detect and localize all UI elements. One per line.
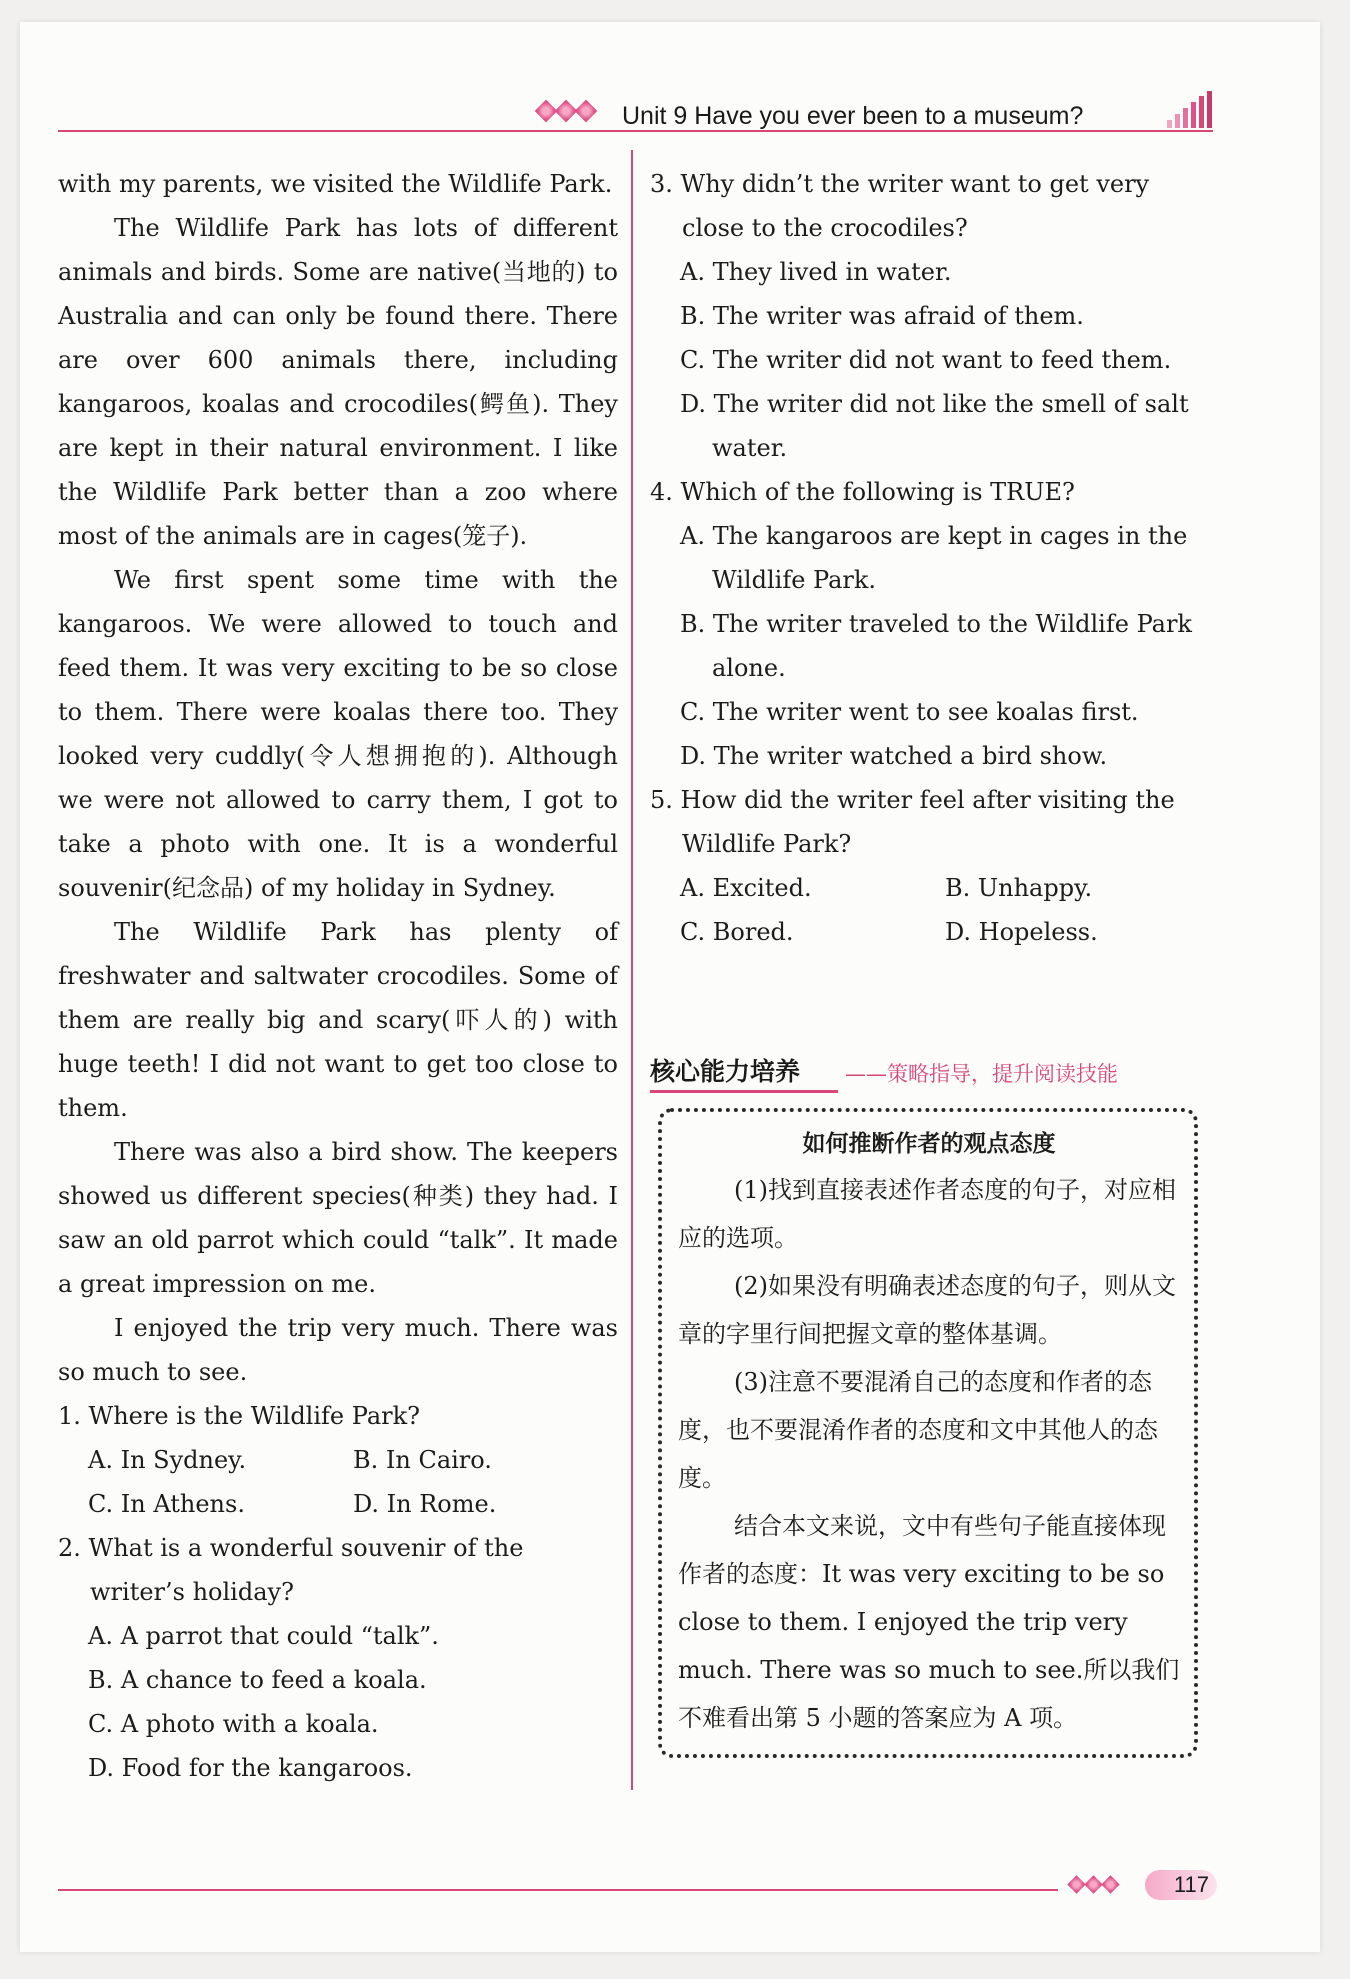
answer-option[interactable]: C. In Athens. [88,1490,245,1518]
passage-paragraph: The Wildlife Park has lots of different animals and birds. Some are native(当地的) to Australia and can only be found there. There are over 600 animals there, including kangaroos, koalas and crocodiles(鳄鱼). They are kept in their natural environment. I like the Wildlife Park better than a zoo where most of the animals are in cages(笼子). [58,214,618,550]
answer-option[interactable]: B. The writer was afraid of them. [680,302,1084,330]
passage-paragraph: There was also a bird show. The keepers showed us different species(种类) they had. I saw an old parrot which could “talk”. It made a great impression on me. [58,1138,618,1298]
left-column [58,162,618,1790]
question-stem: 1. Where is the Wildlife Park? [58,1402,421,1430]
right-column [650,162,1210,954]
option-row [58,1438,618,1482]
passage-paragraph: We first spent some time with the kangaroos. We were allowed to touch and feed them. It was very exciting to be so close to them. There were koalas there too. They looked very cuddly(令人想拥抱的). Although we were not allowed to carry them, I got to take a photo with one. It is a wonderful souvenir(纪念品) of my holiday in Sydney. [58,566,618,902]
passage-paragraph: The Wildlife Park has plenty of freshwater and saltwater crocodiles. Some of them are really big and scary(吓人的) with huge teeth! I did not want to get too close to them. [58,918,618,1122]
answer-option[interactable]: C. The writer did not want to feed them. [680,346,1172,374]
passage-paragraph: I enjoyed the trip very much. There was so much to see. [58,1314,618,1386]
answer-option[interactable]: B. The writer traveled to the Wildlife Park alone. [680,610,1192,682]
answer-option[interactable]: D. The writer watched a bird show. [680,742,1108,770]
footer-rule [58,1889,1058,1891]
tips-paragraph: (1)找到直接表述作者态度的句子，对应相应的选项。 [678,1176,1176,1252]
passage-paragraph: with my parents, we visited the Wildlife Park. [58,170,613,198]
answer-option[interactable]: D. Hopeless. [945,918,1098,946]
option-row [650,910,1210,954]
answer-option[interactable]: C. Bored. [680,918,794,946]
answer-option[interactable]: B. A chance to feed a koala. [88,1666,427,1694]
question-stem: 4. Which of the following is TRUE? [650,478,1075,506]
option-row [650,866,1210,910]
question-stem: 2. What is a wonderful souvenir of the writer’s holiday? [58,1534,524,1606]
answer-option[interactable]: C. The writer went to see koalas first. [680,698,1139,726]
answer-option[interactable]: A. A parrot that could “talk”. [88,1622,439,1650]
header-rule [58,130,1213,132]
signal-bars-icon [1165,90,1215,130]
answer-option[interactable]: D. Food for the kangaroos. [88,1754,413,1782]
page-number: 117 [1145,1870,1217,1900]
answer-option[interactable]: A. Excited. [680,874,812,902]
answer-option[interactable]: D. The writer did not like the smell of salt water. [680,390,1189,462]
strategy-tips-box [658,1108,1198,1758]
answer-option[interactable]: A. In Sydney. [88,1446,247,1474]
section-heading [650,1052,1225,1096]
section-title: 核心能力培养 [650,1057,801,1086]
question-stem: 3. Why didn’t the writer want to get very close to the crocodiles? [650,170,1150,242]
answer-option[interactable]: D. In Rome. [353,1490,497,1518]
tips-paragraph: (2)如果没有明确表述态度的句子，则从文章的字里行间把握文章的整体基调。 [678,1272,1176,1348]
column-divider [631,150,633,1790]
section-subtitle: ——策略指导，提升阅读技能 [845,1062,1118,1086]
header-diamond-icon [538,96,608,126]
answer-option[interactable]: A. They lived in water. [680,258,952,286]
unit-title: Unit 9 Have you ever been to a museum? [622,102,1084,130]
answer-option[interactable]: A. The kangaroos are kept in cages in the Wildlife Park. [680,522,1188,594]
answer-option[interactable]: B. Unhappy. [945,874,1093,902]
answer-option[interactable]: B. In Cairo. [353,1446,492,1474]
tips-paragraph: (3)注意不要混淆自己的态度和作者的态度，也不要混淆作者的态度和文中其他人的态度。 [678,1368,1158,1492]
question-stem: 5. How did the writer feel after visiting the Wildlife Park? [650,786,1175,858]
tips-paragraph: 结合本文来说，文中有些句子能直接体现作者的态度：It was very exciting to be so close to them. I enjoyed the trip very much. There was so much to see.所以我们不难看出第 5 小题的答案应为 A 项。 [678,1512,1180,1732]
tips-title: 如何推断作者的观点态度 [802,1131,1056,1157]
option-row [58,1482,618,1526]
footer-diamond-icon [1070,1878,1117,1891]
answer-option[interactable]: C. A photo with a koala. [88,1710,379,1738]
section-underline [650,1090,838,1093]
